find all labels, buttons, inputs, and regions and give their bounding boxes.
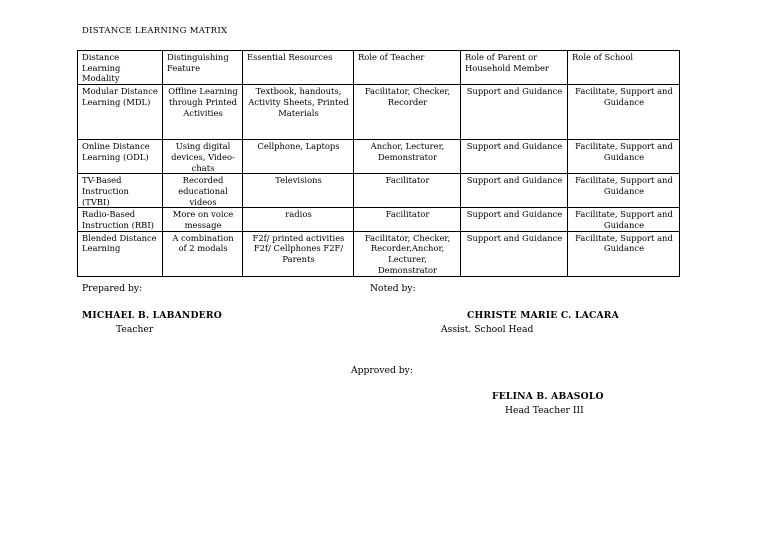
table-cell: Facilitate, Support and Guidance — [568, 208, 680, 231]
table-cell: Online Distance Learning (ODL) — [78, 140, 163, 174]
table-cell: TV-Based Instruction (TVBI) — [78, 174, 163, 208]
table-cell: Facilitator — [354, 174, 461, 208]
prepared-by-label: Prepared by: — [82, 283, 143, 294]
table-cell: Radio-Based Instruction (RBI) — [78, 208, 163, 231]
table-cell: Facilitate, Support and Guidance — [568, 174, 680, 208]
table-cell: Facilitator, Checker, Recorder — [354, 85, 461, 140]
table-cell: Support and Guidance — [461, 174, 568, 208]
table-cell: Support and Guidance — [461, 140, 568, 174]
table-cell: Facilitate, Support and Guidance — [568, 85, 680, 140]
table-cell: Televisions — [243, 174, 354, 208]
table-cell: Textbook, handouts, Activity Sheets, Printed Materials — [243, 85, 354, 140]
table-row — [78, 85, 680, 140]
header-cell: Role of Teacher — [354, 51, 461, 85]
prepared-by-name: MICHAEL B. LABANDERO — [82, 310, 222, 321]
noted-by-name: CHRISTE MARIE C. LACARA — [467, 310, 619, 321]
table-cell: Support and Guidance — [461, 231, 568, 276]
table-cell: Anchor, Lecturer, Demonstrator — [354, 140, 461, 174]
approved-by-name: FELINA B. ABASOLO — [492, 391, 604, 402]
table-row — [78, 140, 680, 174]
table-cell: Support and Guidance — [461, 85, 568, 140]
table-cell: Support and Guidance — [461, 208, 568, 231]
table-row — [78, 174, 680, 208]
document-title: DISTANCE LEARNING MATRIX — [82, 26, 228, 36]
header-cell: Distance Learning Modality — [78, 51, 163, 85]
header-cell: Essential Resources — [243, 51, 354, 85]
approved-by-label: Approved by: — [351, 365, 413, 376]
table-cell: Blended Distance Learning — [78, 231, 163, 276]
table-row — [78, 208, 680, 231]
table-header-row — [78, 51, 680, 85]
table-cell: Facilitate, Support and Guidance — [568, 231, 680, 276]
table-cell: A combination of 2 modals — [163, 231, 243, 276]
approved-by-title: Head Teacher III — [505, 405, 584, 416]
distance-learning-matrix-table — [77, 50, 680, 277]
table-cell: More on voice message — [163, 208, 243, 231]
table-cell: Facilitator, Checker, Recorder,Anchor, Lecturer, Demonstrator — [354, 231, 461, 276]
noted-by-title: Assist. School Head — [441, 324, 534, 335]
table-cell: Cellphone, Laptops — [243, 140, 354, 174]
prepared-by-title: Teacher — [116, 324, 154, 335]
table-row — [78, 231, 680, 276]
table-cell: Facilitator — [354, 208, 461, 231]
table-cell: Using digital devices, Video-chats — [163, 140, 243, 174]
table-cell: radios — [243, 208, 354, 231]
table-cell: Offline Learning through Printed Activities — [163, 85, 243, 140]
table-cell: F2f/ printed activities F2f/ Cellphones F2F/ Parents — [243, 231, 354, 276]
header-cell: Distinguishing Feature — [163, 51, 243, 85]
table-cell: Facilitate, Support and Guidance — [568, 140, 680, 174]
noted-by-label: Noted by: — [370, 283, 416, 294]
table-cell: Recorded educational videos — [163, 174, 243, 208]
header-cell: Role of School — [568, 51, 680, 85]
table-cell: Modular Distance Learning (MDL) — [78, 85, 163, 140]
header-cell: Role of Parent or Household Member — [461, 51, 568, 85]
